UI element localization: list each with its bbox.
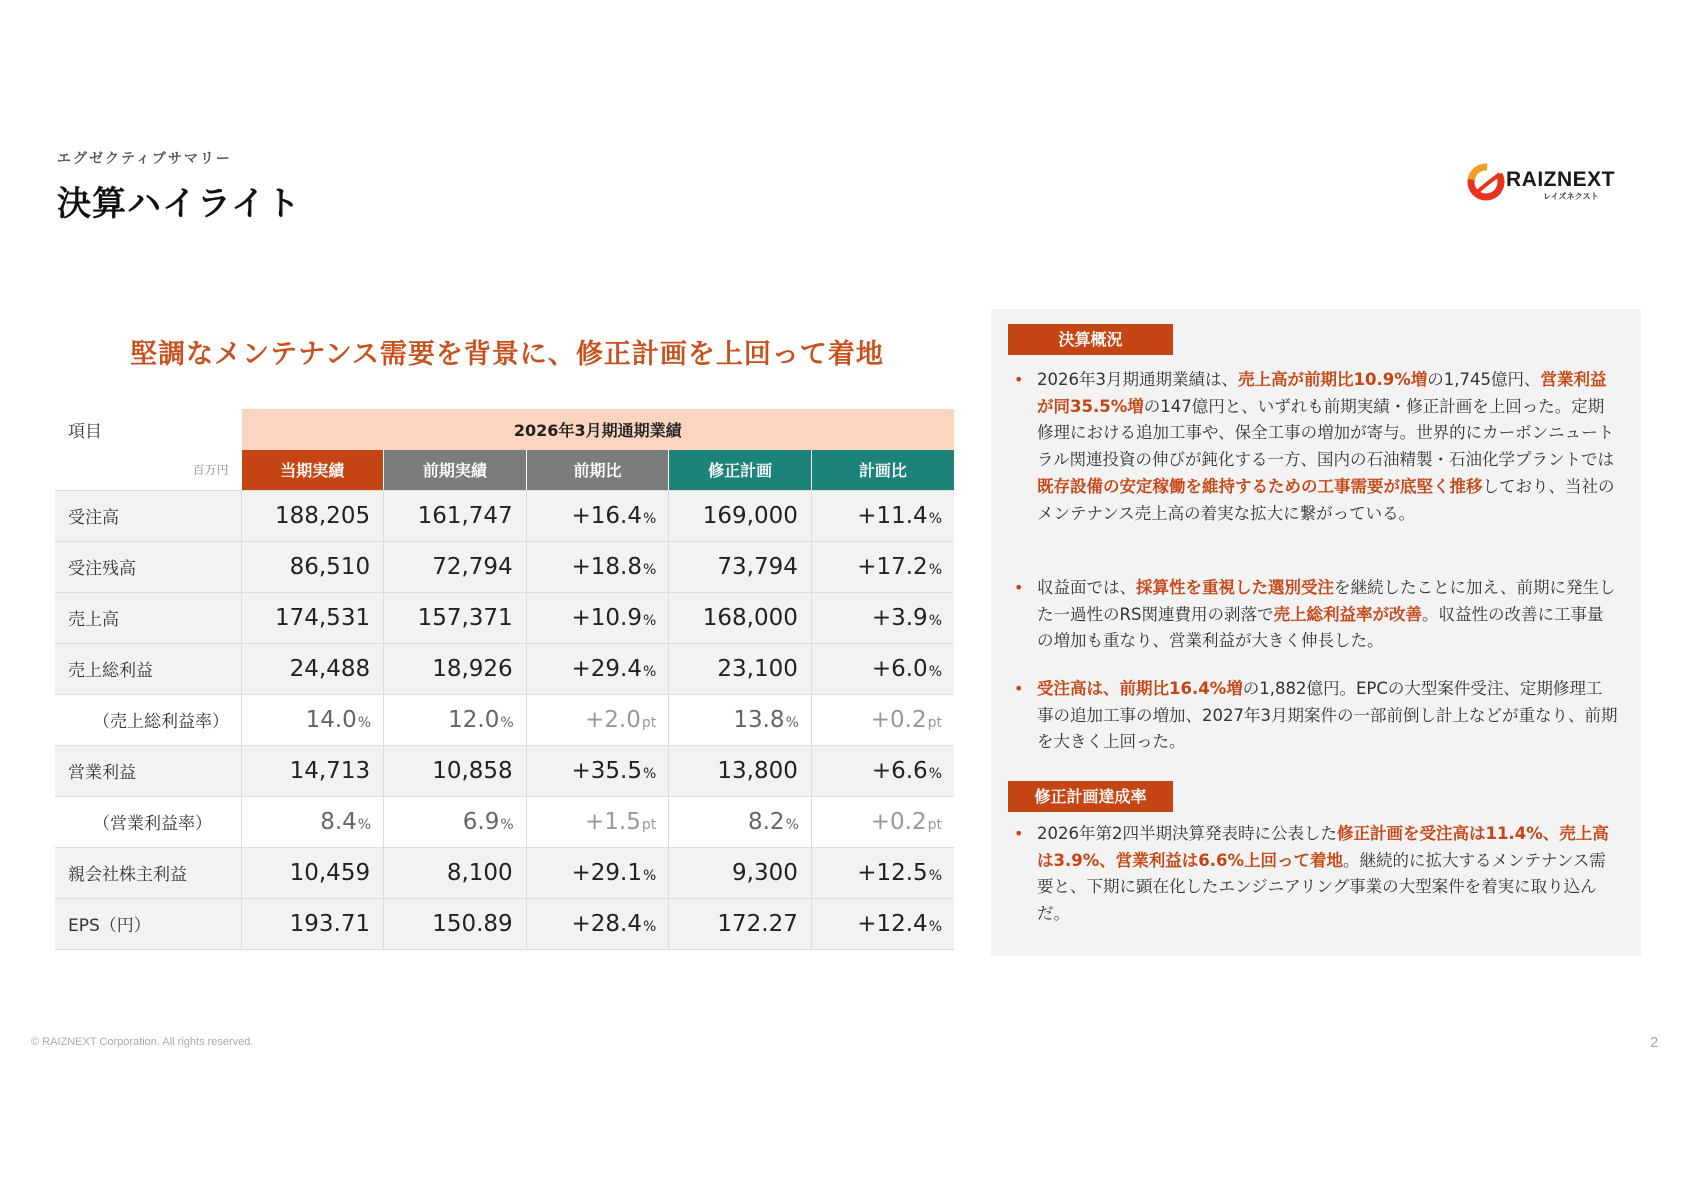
- cell-value: [384, 541, 527, 592]
- cell-value: [241, 643, 384, 694]
- cell-value: [241, 592, 384, 643]
- cell-number: 10,459: [289, 859, 371, 886]
- col-header-yoy: 前期比: [526, 450, 669, 490]
- cell-value: [384, 796, 527, 847]
- highlight-span: 受注高は、前期比16.4%増: [1037, 679, 1243, 698]
- cell-number: +12.4: [857, 910, 928, 937]
- cell-number: 161,747: [417, 502, 513, 529]
- cell-unit: pt: [927, 816, 942, 833]
- eyebrow-label: エグゼクティブサマリー: [57, 151, 232, 167]
- text-span: 。継続的に拡大するメンテナンス需要と、下期に顕在化したエンジニアリング事業の大型案件を着実に取り込んだ。: [1037, 850, 1606, 924]
- highlight-span: 修正計画を受注高は11.4%、売上高は3.9%、営業利益は6.6%上回って着地: [1037, 824, 1609, 870]
- cell-value: [669, 796, 812, 847]
- cell-value: [669, 490, 812, 541]
- highlight-span: 売上高が前期比10.9%増: [1238, 370, 1428, 389]
- cell-value: [241, 745, 384, 796]
- cell-value: [526, 490, 669, 541]
- cell-value: [526, 694, 669, 745]
- cell-unit: %: [785, 816, 799, 833]
- cell-number: +11.4: [857, 502, 928, 529]
- row-label: 営業利益: [55, 745, 241, 796]
- cell-unit: %: [642, 867, 657, 884]
- page-number: 2: [1650, 1034, 1659, 1051]
- cell-unit: %: [500, 816, 514, 833]
- cell-number: 9,300: [732, 859, 798, 886]
- cell-unit: %: [357, 816, 372, 833]
- headline: 堅調なメンテナンス需要を背景に、修正計画を上回って着地: [130, 339, 884, 370]
- col-header-previous: 前期実績: [384, 450, 527, 490]
- cell-number: +3.9: [871, 604, 928, 631]
- text-span: の147億円と、いずれも前期実績・修正計画を上回った。定期修理における追加工事や、保全工事の増加が寄与。世界的にカーボンニュートラル関連投資の伸びが鈍化する一方、国内の石油精製・石油化学プラントでは: [1037, 396, 1615, 470]
- cell-number: 18,926: [432, 655, 513, 682]
- cell-value: [384, 847, 527, 898]
- cell-unit: %: [642, 918, 657, 935]
- cell-number: 24,488: [289, 655, 371, 682]
- cell-value: [669, 592, 812, 643]
- cell-number: +10.9: [571, 604, 642, 631]
- cell-value: [384, 745, 527, 796]
- cell-value: [526, 643, 669, 694]
- cell-number: +0.2: [870, 808, 927, 835]
- cell-number: +16.4: [571, 502, 642, 529]
- cell-number: 6.9: [462, 808, 500, 835]
- cell-value: [669, 847, 812, 898]
- cell-value: [526, 745, 669, 796]
- cell-value: [241, 694, 384, 745]
- cell-unit: pt: [641, 816, 657, 833]
- cell-value: [526, 592, 669, 643]
- row-label: 売上総利益: [55, 643, 241, 694]
- cell-number: 150.89: [432, 910, 513, 937]
- cell-number: 168,000: [702, 604, 798, 631]
- table-row: [55, 643, 954, 694]
- cell-value: [811, 643, 954, 694]
- copyright: © RAIZNEXT Corporation. All rights reserved.: [31, 1036, 254, 1048]
- company-logo: [1466, 158, 1634, 208]
- results-table: [55, 409, 954, 950]
- text-span: の1,745億円、: [1427, 370, 1541, 389]
- cell-value: [241, 541, 384, 592]
- cell-number: 23,100: [717, 655, 798, 682]
- cell-value: [811, 694, 954, 745]
- cell-number: +29.4: [571, 655, 642, 682]
- text-span: 2026年3月期通期業績は、: [1037, 370, 1238, 389]
- cell-number: 13,800: [717, 757, 798, 784]
- cell-unit: %: [928, 918, 942, 935]
- table-row: [55, 796, 954, 847]
- section-tag-overview: 決算概況: [1008, 324, 1173, 355]
- cell-number: 10,858: [432, 757, 513, 784]
- period-header: 2026年3月期通期業績: [241, 409, 954, 450]
- cell-unit: %: [928, 663, 942, 680]
- cell-value: [669, 898, 812, 949]
- text-span: 。収益性の改善に工事量の増加も重なり、営業利益が大きく伸長した。: [1037, 604, 1604, 651]
- section-tag-achievement: 修正計画達成率: [1008, 781, 1173, 812]
- cell-value: [811, 847, 954, 898]
- cell-number: +6.6: [871, 757, 928, 784]
- highlight-span: 採算性を重視した選別受注: [1136, 578, 1334, 597]
- item-header: 項目: [68, 422, 102, 442]
- logo-kana: レイズネクスト: [1543, 192, 1599, 201]
- cell-unit: %: [500, 714, 514, 731]
- bullet-overview-1: [1008, 367, 1618, 527]
- table-row: [55, 541, 954, 592]
- text-span: しており、当社のメンテナンス売上高の着実な拡大に繋がっている。: [1037, 476, 1615, 523]
- cell-number: 8.4: [320, 808, 357, 835]
- cell-number: 13.8: [733, 706, 785, 733]
- cell-value: [384, 592, 527, 643]
- table-row: [55, 847, 954, 898]
- cell-number: 193.71: [289, 910, 371, 937]
- cell-value: [526, 847, 669, 898]
- text-span: 収益面では、: [1037, 578, 1136, 597]
- table-row: [55, 694, 954, 745]
- cell-value: [384, 694, 527, 745]
- cell-number: 174,531: [274, 604, 371, 631]
- cell-value: [526, 898, 669, 949]
- cell-number: +1.5: [585, 808, 641, 835]
- cell-number: 8,100: [446, 859, 513, 886]
- table-row: [55, 490, 954, 541]
- cell-unit: %: [785, 714, 799, 731]
- cell-value: [384, 643, 527, 694]
- cell-unit: pt: [641, 714, 657, 731]
- bullet-overview-3: [1008, 676, 1618, 756]
- col-header-plan: 修正計画: [669, 450, 812, 490]
- cell-number: +18.8: [571, 553, 642, 580]
- cell-value: [241, 898, 384, 949]
- logo-mark-icon: [1466, 162, 1506, 202]
- cell-number: 14.0: [305, 706, 357, 733]
- cell-value: [811, 592, 954, 643]
- row-label: （売上総利益率）: [55, 694, 241, 745]
- summary-panel: [991, 309, 1641, 956]
- bullet-overview-2: [1008, 575, 1618, 655]
- cell-number: +6.0: [871, 655, 928, 682]
- cell-number: 73,794: [717, 553, 798, 580]
- cell-unit: %: [928, 510, 942, 527]
- text-span: 2026年第2四半期決算発表時に公表した: [1037, 824, 1337, 843]
- cell-unit: %: [642, 612, 657, 629]
- cell-value: [384, 490, 527, 541]
- col-header-current: 当期実績: [241, 450, 384, 490]
- cell-value: [811, 796, 954, 847]
- table-row: [55, 898, 954, 949]
- cell-number: +2.0: [585, 706, 641, 733]
- text-span: を継続したことに加え、前期に発生した一過性のRS関連費用の剥落で: [1037, 578, 1616, 624]
- cell-unit: %: [642, 510, 657, 527]
- highlight-span: 既存設備の安定稼働を維持するための工事需要が底堅く推移: [1037, 476, 1483, 496]
- cell-value: [241, 796, 384, 847]
- cell-value: [669, 745, 812, 796]
- bullet-achievement-1: [1008, 821, 1618, 928]
- cell-number: +28.4: [571, 910, 642, 937]
- cell-number: 12.0: [448, 706, 500, 733]
- cell-unit: %: [357, 714, 372, 731]
- row-label: （営業利益率）: [55, 796, 241, 847]
- cell-unit: %: [928, 612, 942, 629]
- cell-unit: %: [642, 663, 657, 680]
- row-label: 受注残高: [55, 541, 241, 592]
- cell-number: 157,371: [417, 604, 513, 631]
- text-span: の1,882億円。EPCの大型案件受注、定期修理工事の追加工事の増加、2027年3月期案件の一部前倒し計上などが重なり、前期を大きく上回った。: [1037, 679, 1618, 752]
- cell-number: 86,510: [289, 553, 371, 580]
- cell-number: 8.2: [747, 808, 785, 835]
- cell-value: [669, 694, 812, 745]
- cell-number: +17.2: [857, 553, 928, 580]
- cell-value: [241, 490, 384, 541]
- page-title: 決算ハイライト: [57, 184, 301, 224]
- cell-value: [384, 898, 527, 949]
- cell-value: [526, 541, 669, 592]
- table-row: [55, 592, 954, 643]
- cell-number: +29.1: [571, 859, 642, 886]
- cell-unit: %: [928, 765, 942, 782]
- row-label: EPS（円）: [55, 898, 241, 949]
- cell-number: 169,000: [702, 502, 798, 529]
- row-label: 受注高: [55, 490, 241, 541]
- cell-unit: %: [642, 561, 657, 578]
- row-label: 親会社株主利益: [55, 847, 241, 898]
- cell-value: [811, 490, 954, 541]
- cell-number: 172.27: [717, 910, 798, 937]
- cell-unit: %: [928, 867, 942, 884]
- cell-value: [669, 541, 812, 592]
- cell-number: 188,205: [274, 502, 371, 529]
- cell-number: 14,713: [289, 757, 371, 784]
- row-label: 売上高: [55, 592, 241, 643]
- logo-wordmark: RAIZNEXT: [1506, 168, 1615, 191]
- cell-value: [241, 847, 384, 898]
- highlight-span: 売上総利益率が改善: [1273, 604, 1422, 624]
- cell-value: [526, 796, 669, 847]
- unit-label: 百万円: [55, 450, 241, 490]
- cell-value: [811, 898, 954, 949]
- cell-unit: %: [928, 561, 942, 578]
- col-header-vs-plan: 計画比: [811, 450, 954, 490]
- cell-unit: pt: [927, 714, 942, 731]
- cell-value: [811, 745, 954, 796]
- cell-number: +0.2: [870, 706, 927, 733]
- cell-value: [811, 541, 954, 592]
- highlight-span: 営業利益が同35.5%増: [1037, 370, 1607, 416]
- cell-number: +12.5: [857, 859, 928, 886]
- cell-unit: %: [642, 765, 657, 782]
- cell-number: +35.5: [571, 757, 642, 784]
- cell-value: [669, 643, 812, 694]
- cell-number: 72,794: [432, 553, 513, 580]
- table-row: [55, 745, 954, 796]
